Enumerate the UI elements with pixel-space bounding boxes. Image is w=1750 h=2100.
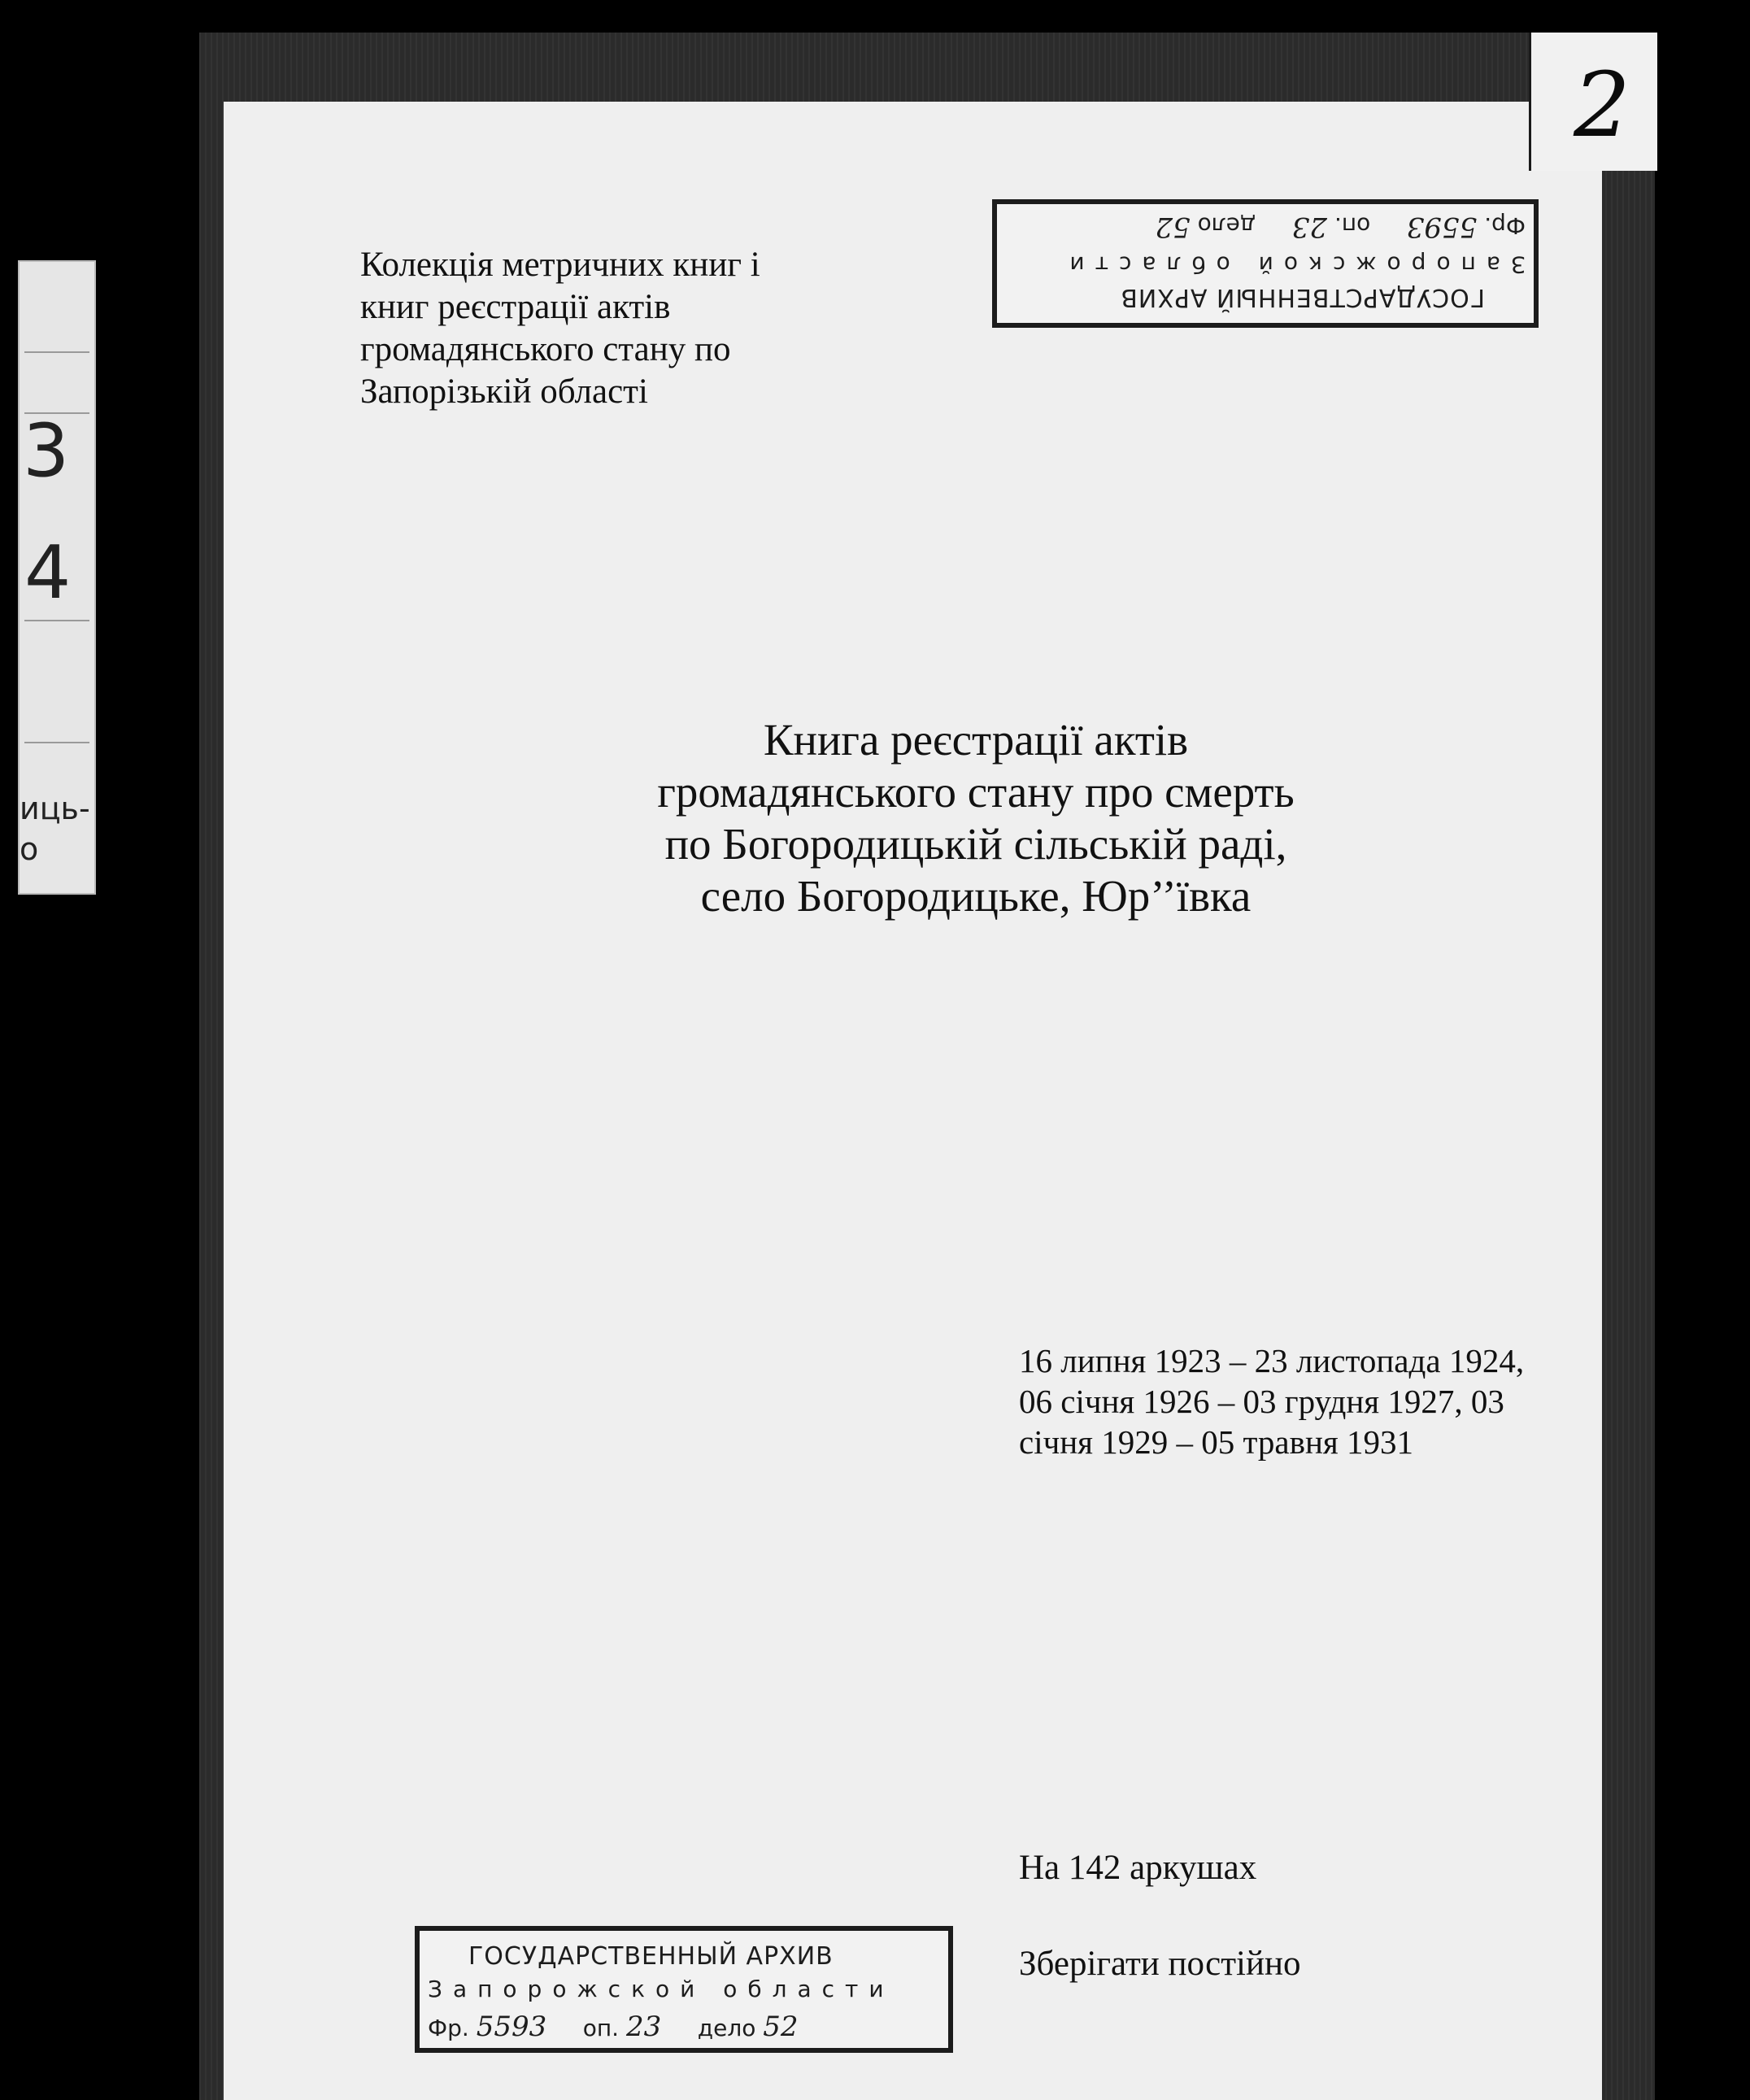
stamp-archive-name: ГОСУДАРСТВЕННЫЙ АРХИВ bbox=[1120, 283, 1485, 312]
stamp-fond-value: 5593 bbox=[476, 2011, 547, 2043]
stamp-reference bbox=[1155, 211, 1526, 243]
tab-char-1: 3 bbox=[23, 408, 70, 494]
date-line: січня 1929 – 05 травня 1931 bbox=[1019, 1423, 1414, 1461]
stamp-delo-label: дело bbox=[1197, 212, 1256, 239]
archive-stamp bbox=[415, 1926, 953, 2053]
collection-heading bbox=[360, 244, 913, 413]
collection-line: Запорізькій області bbox=[360, 373, 648, 411]
title-line: по Богородицькій сільській раді, bbox=[664, 819, 1287, 869]
page-number: 2 bbox=[1574, 53, 1630, 157]
date-ranges bbox=[1019, 1340, 1604, 1462]
stamp-delo-label: дело bbox=[697, 2015, 756, 2041]
collection-line: книг реєстрації актів bbox=[360, 288, 671, 326]
tab-char-2: 4 bbox=[24, 530, 72, 616]
stamp-reference bbox=[428, 2011, 799, 2043]
date-line: 06 січня 1926 – 03 грудня 1927, 03 bbox=[1019, 1383, 1504, 1420]
stamp-delo-value: 52 bbox=[763, 2011, 799, 2043]
title-line: село Богородицьке, Юр’’ївка bbox=[700, 871, 1252, 921]
stamp-fond-label: Фр. bbox=[1484, 212, 1526, 239]
stamp-fond-value: 5593 bbox=[1406, 211, 1478, 243]
tab-snippet-2: о bbox=[20, 831, 39, 867]
title-line: громадянського стану про смерть bbox=[657, 767, 1295, 817]
tab-divider bbox=[24, 620, 89, 621]
sheets-count: На 142 аркушах bbox=[1019, 1849, 1257, 1887]
book-title bbox=[561, 714, 1391, 922]
storage-note: Зберігати постійно bbox=[1019, 1945, 1301, 1983]
stamp-delo-value: 52 bbox=[1155, 211, 1191, 243]
collection-line: громадянського стану по bbox=[360, 330, 731, 368]
tab-divider bbox=[24, 351, 89, 353]
stamp-region: Запорожской области bbox=[1059, 251, 1526, 278]
stamp-fond-label: Фр. bbox=[428, 2015, 469, 2041]
tab-snippet-1: иць- bbox=[20, 791, 90, 826]
title-line: Книга реєстрації актів bbox=[763, 715, 1189, 765]
stamp-opis-label: оп. bbox=[1334, 212, 1371, 239]
collection-line: Колекція метричних книг і bbox=[360, 246, 760, 284]
stamp-opis-value: 23 bbox=[1291, 211, 1328, 243]
archive-stamp-inverted bbox=[992, 199, 1539, 328]
date-line: 16 липня 1923 – 23 листопада 1924, bbox=[1019, 1342, 1525, 1379]
tab-divider bbox=[24, 742, 89, 743]
left-spine-tab bbox=[18, 260, 96, 895]
stamp-opis-value: 23 bbox=[625, 2011, 662, 2043]
stamp-opis-label: оп. bbox=[582, 2015, 620, 2041]
stamp-archive-name: ГОСУДАРСТВЕННЫЙ АРХИВ bbox=[468, 1942, 834, 1971]
stamp-region: Запорожской области bbox=[428, 1976, 895, 2002]
